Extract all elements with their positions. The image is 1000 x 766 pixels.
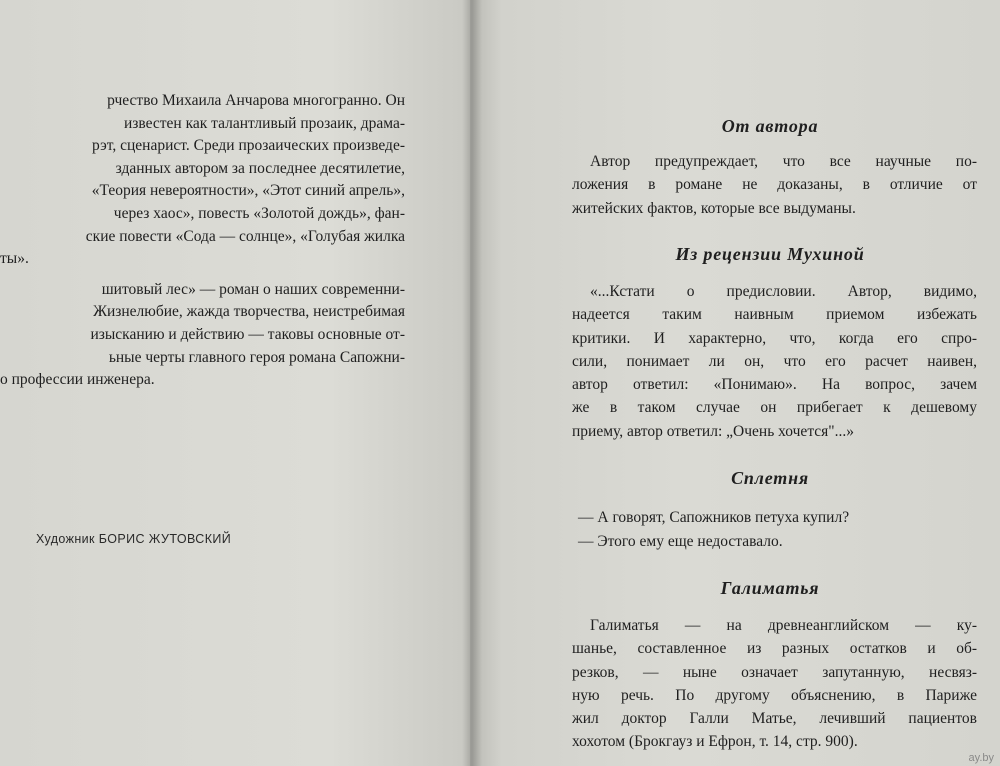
section-heading: Из рецензии Мухиной [675,244,865,264]
dialog-block [570,506,975,554]
paragraph-line: же в таком случае он прибегает к дешевому [572,399,977,417]
paragraph-line: житейских фактов, которые все выдуманы. [572,199,856,217]
left-line: о профессии инженера. [0,371,155,389]
paragraph-line: «...Кстати о предисловии. Автор, видимо, [590,283,977,300]
section-heading: Сплетня [731,468,809,488]
paragraph-line: Галиматья — на древнеанглийском — ку- [590,617,977,634]
dialog-line: — Этого ему еще недоставало. [578,533,783,550]
paragraph-line: хохотом (Брокгауз и Ефрон, т. 14, стр. 900). [572,733,858,751]
left-line: ские повести «Сода — солнце», «Голубая жилка [85,227,405,245]
paragraph-line: шанье, составленное из разных остатков и об- [572,640,977,658]
paragraph-line: ложения в романе не доказаны, в отличие от [572,176,977,194]
left-page-text [0,90,405,392]
left-line: «Теория невероятности», «Этот синий апрель», [91,182,405,200]
paragraph-line: ную речь. По другому объяснению, в Париже [572,686,977,704]
paragraph-line: сили, понимает ли он, что его расчет наивен, [572,352,977,370]
section-paragraph [572,614,977,754]
left-line: изысканию и действию — таковы основные от- [90,325,405,343]
left-line: через хаос», повесть «Золотой дождь», фан- [113,204,405,222]
book-gutter [462,0,482,766]
left-line: зданных автором за последнее десятилетие, [115,159,405,177]
left-line: шитовый лес» — роман о наших современни- [101,280,405,298]
left-line: Жизнелюбие, жажда творчества, неистребимая [93,303,405,321]
section-heading: Галиматья [720,578,820,598]
illustrator-credit: Художник БОРИС ЖУТОВСКИЙ [36,532,232,546]
paragraph-line: приему, автор ответил: „Очень хочется"...» [572,422,854,440]
left-page [0,0,470,766]
left-line: ты». [0,250,29,268]
paragraph-line: критики. И характерно, что, когда его спро- [572,329,977,347]
section-paragraph [572,150,977,220]
paragraph-line: Автор предупреждает, что все научные по- [590,153,977,170]
paragraph-line: надеется таким наивным приемом избежать [572,306,977,324]
left-line: ьные черты главного героя романа Сапожни- [108,348,405,366]
section-paragraph [572,280,977,443]
left-line: рчество Михаила Анчарова многогранно. Он [107,92,405,109]
left-line: рэт, сценарист. Среди прозаических произведе- [91,137,405,155]
left-line: известен как талантливый прозаик, драма- [123,114,405,132]
paragraph-line: автор ответил: «Понимаю». На вопрос, зачем [572,376,977,394]
paragraph-line: жил доктор Галли Матье, лечивший пациентов [572,710,977,728]
section-heading: От автора [721,116,819,136]
site-watermark: ay.by [968,752,994,764]
dialog-line: — А говорят, Сапожников петуха купил? [578,509,850,526]
paragraph-line: резков, — ныне означает запутанную, несвяз- [572,663,977,681]
